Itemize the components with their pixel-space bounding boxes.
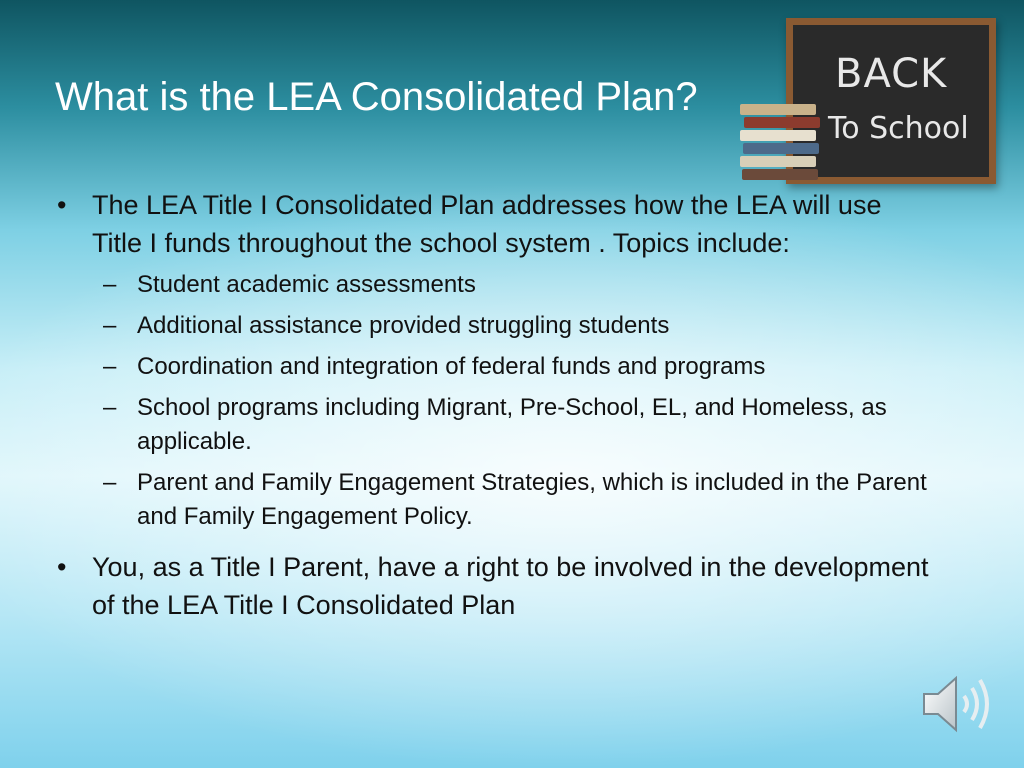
book [740, 156, 816, 167]
sub-bullet-list [55, 268, 935, 534]
sub-bullet-item: – School programs including Migrant, Pre-School, EL, and Homeless, as applicable. [103, 394, 887, 455]
bullet-text: The LEA Title I Consolidated Plan addresses how the LEA will use Title I funds throughout the school system . Topics include: [92, 190, 882, 258]
book [740, 130, 816, 141]
speaker-icon[interactable] [920, 672, 1000, 736]
bullet-text: You, as a Title I Parent, have a right to be involved in the development of the LEA Title I Consolidated Plan [92, 552, 929, 620]
bullet-mark: • [57, 190, 67, 220]
books-icon [740, 98, 820, 186]
bullet-item [55, 548, 935, 624]
bullet-mark: • [57, 552, 67, 582]
book [743, 143, 819, 154]
book [744, 117, 820, 128]
sub-bullet-item: – Additional assistance provided struggling students [103, 312, 670, 339]
sub-bullet-item: – Parent and Family Engagement Strategies, which is included in the Parent and Family Engagement Policy. [103, 469, 927, 530]
bullet-item [55, 186, 935, 262]
sub-bullet-item: – Student academic assessments [103, 271, 476, 298]
chalkboard-text-school: To School [828, 111, 969, 146]
book [742, 169, 818, 180]
slide-content [55, 186, 935, 624]
chalkboard-text-back: BACK [835, 51, 948, 97]
sub-bullet-item: – Coordination and integration of federal funds and programs [103, 353, 766, 380]
book [740, 104, 816, 115]
slide-title: What is the LEA Consolidated Plan? [55, 75, 698, 119]
